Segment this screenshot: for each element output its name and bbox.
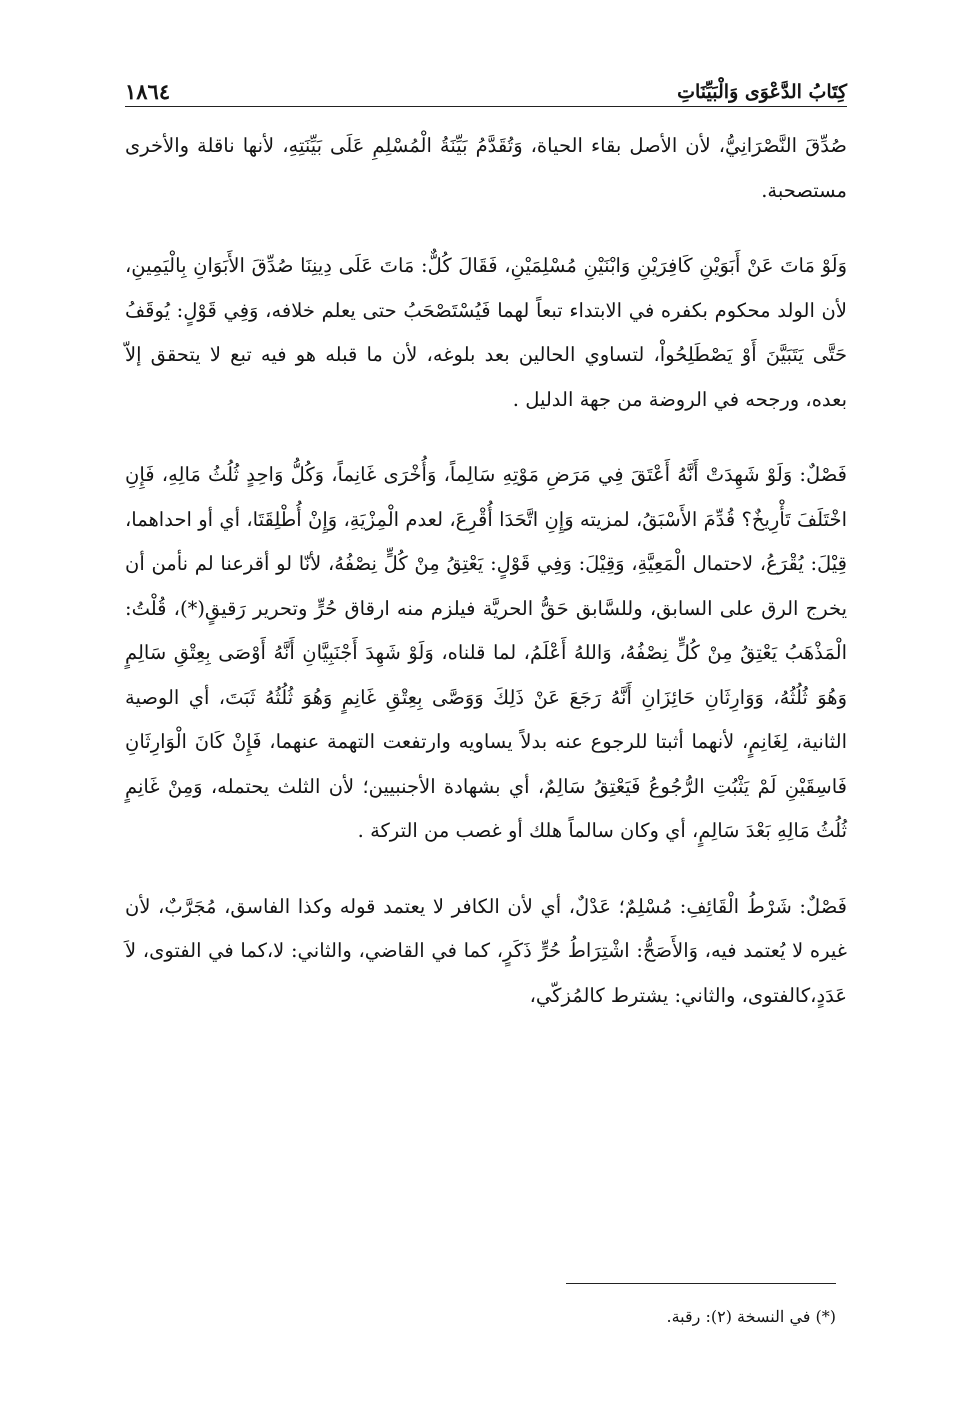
footnote: (*) في النسخة (٢): رقبة. xyxy=(666,1307,836,1326)
paragraph-1: صُدِّقَ النَّصْرَانِيُّ، لأن الأصل بقاء الحياة، وَتُقَدَّمُ بَيِّنَةُ الْمُسْلِمِ عَلَى بَيِّنَتِهِ، لأنها ناقلة والأخرى مستصحبة. xyxy=(125,134,847,202)
page-number: ١٨٦٤ xyxy=(125,79,171,104)
footnote-divider xyxy=(566,1283,836,1284)
book-title: كِتَابُ الدَّعْوَى وَالْبَيِّنَاتِ xyxy=(677,81,847,103)
paragraph-3: فَصْلٌ: وَلَوْ شَهِدَتْ أَنَّهُ أَعْتَقَ فِي مَرَضِ مَوْتِهِ سَالِماً، وَأُخْرَى غَانِماً، وَكُلُّ وَاحِدٍ ثُلُثُ مَالِهِ، فَإِنِ اخْتَلَفَ تَأْرِيخٌ؟ قُدِّمَ الأَسْبَقُ، لمزيته وَإِنِ اتَّحَدَا أُقْرِعَ، لعدم الْمِزْيَةِ، وَإِنْ أُطْلِقَتَا، أي أو احداهما، قِيْلَ: يُقْرَعُ، لاحتمال الْمَعِيَّةِ، وَقِيْلَ: وَفِي قَوْلٍ: يَعْتِقُ مِنْ كُلٍّ نِصْفُهُ، لأنّا لو أقرعنا لم نأمن أن يخرج الرق على السابق، وللسَّابق حَقُّ الحريَّة فيلزم منه ارقاق حُرٍّ وتحرير رَقيقٍ(*)، قُلْتُ: الْمَذْهَبُ يَعْتِقُ مِنْ كُلٍّ نِصْفُهُ، وَاللهُ أَعْلَمُ، لما قلناه، وَلَوْ شَهِدَ أَجْنَبِيَّانِ أَنَّهُ أَوْصَى بِعِتْقِ سَالِمٍ وَهُوَ ثُلُثُهُ، وَوَارِثَانِ حَائِزَانِ أَنَّهُ رَجَعَ عَنْ ذَلِكَ وَوَصَّى بِعِتْقِ غَانِمٍ وَهُوَ ثُلُثُهُ ثَبَتَ، أي الوصية الثانية، لِغَانِمٍ، لأنهما أثبتا للرجوع عنه بدلاً يساويه وارتفعت التهمة عنهما، فَإِنْ كَانَ الْوَارِثَانِ فَاسِقَيْنِ لَمْ يَثْبُتِ الرُّجُوعُ فَيَعْتِقُ سَالِمٌ، أي بشهادة الأجنبيين؛ لأن الثلث يحتمله، وَمِنْ غَانِمٍ ثُلُثُ مَالِهِ بَعْدَ سَالِمٍ، أي وكان سالماً هلك أو غصب من التركة . xyxy=(125,463,847,842)
running-header xyxy=(125,72,847,107)
body-text xyxy=(125,124,847,1018)
paragraph-2: وَلَوْ مَاتَ عَنْ أَبَوَيْنِ كَافِرَيْنِ وَابْنَيْنِ مُسْلِمَيْنِ، فَقَالَ كُلٌّ: مَاتَ عَلَى دِينِنَا صُدِّقَ الأَبَوَانِ بِالْيَمِينِ، لأن الولد محكوم بكفره في الابتداء تبعاً لهما فَيُسْتَصْحَبُ حتى يعلم خلافه، وَفِي قَوْلٍ: يُوقَفُ حَتَّى يَتَبَيَّنَ أَوْ يَصْطَلِحُواْ، لتساوي الحالين بعد بلوغه، لأن ما قبله هو فيه تبع لا يتحقق إلاّ بعده، ورجحه في الروضة من جهة الدليل . xyxy=(125,254,847,411)
paragraph-4: فَصْلٌ: شَرْطُ الْقَائِفِ: مُسْلِمٌ؛ عَدْلٌ، أي لأن الكافر لا يعتمد قوله وكذا الفاسق، مُجَرَّبٌ، لأن غيره لا يُعتمد فيه، وَالأَصَحُّ: اشْتِرَاطُ حُرٍّ ذَكَرٍ، كما في القاضي، والثاني: لا،كما في الفتوى، لاَ عَدَدٍ،كالفتوى، والثاني: يشترط كالمُزكّي، xyxy=(125,894,847,1007)
